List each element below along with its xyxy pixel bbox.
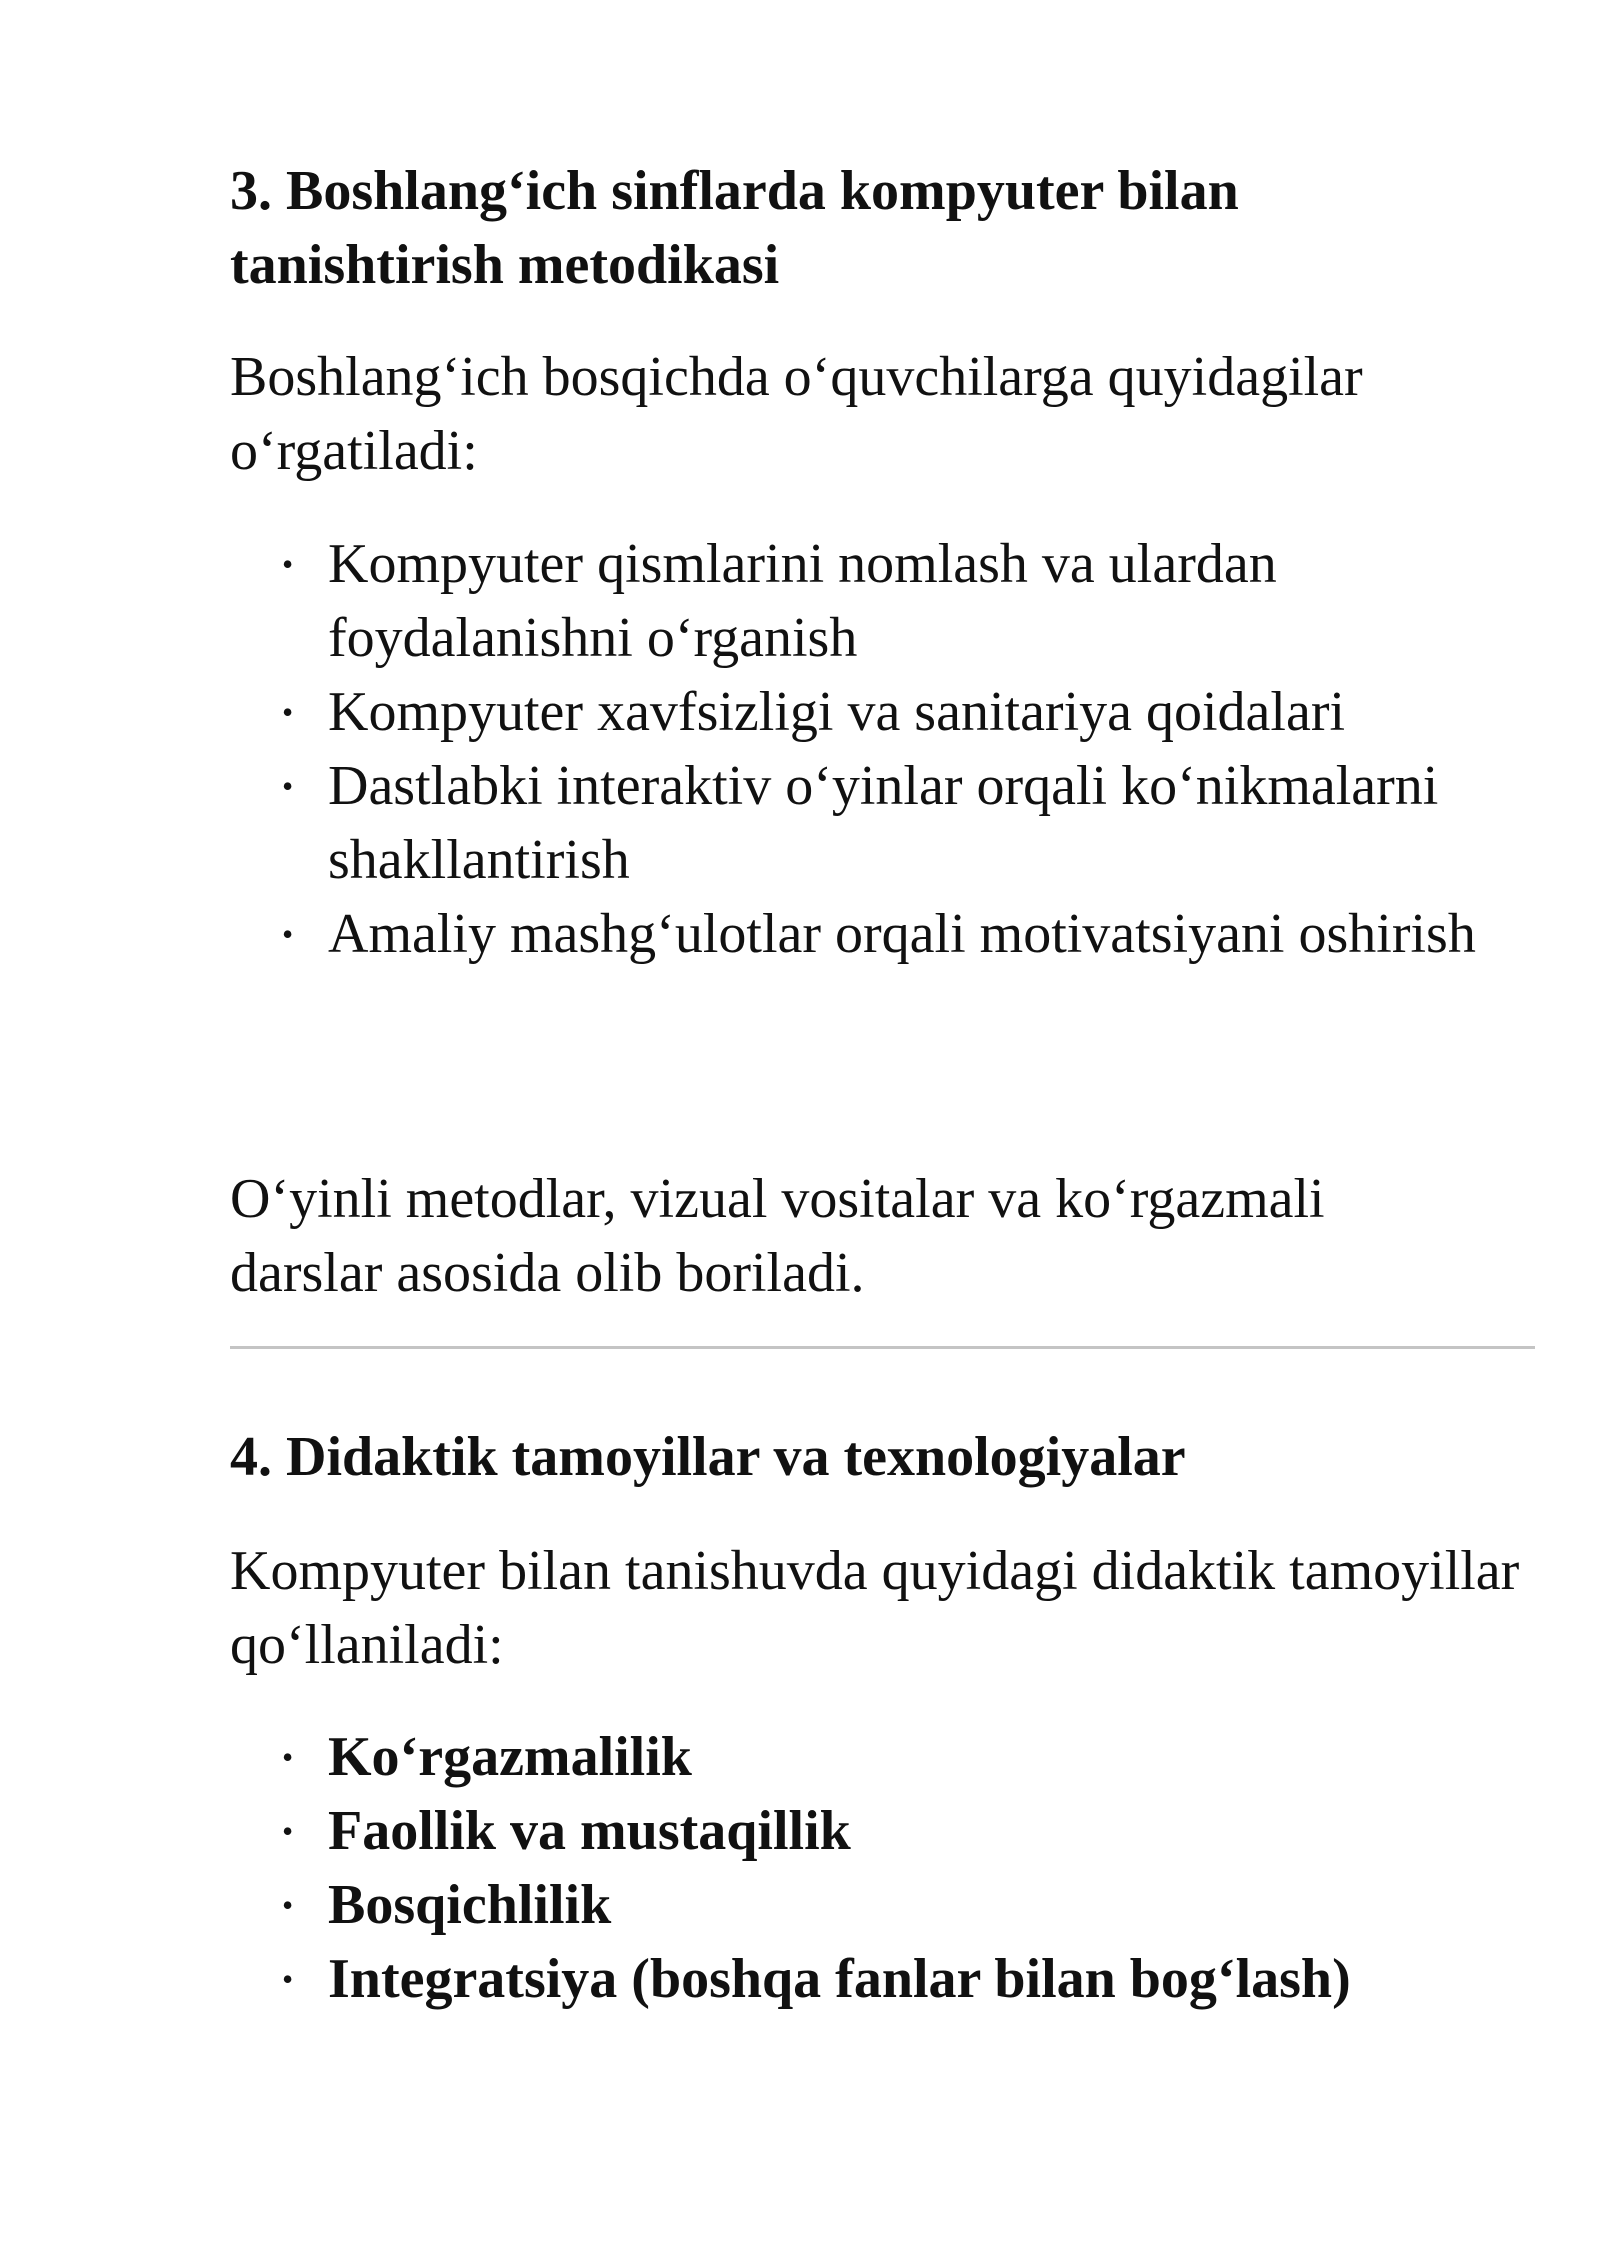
list-item xyxy=(230,527,1535,675)
section-3-intro: Boshlang‘ich bosqichda o‘quvchilarga quyidagilar o‘rgatiladi: xyxy=(230,346,1363,482)
list-item xyxy=(230,897,1535,971)
list-item-text: Kompyuter qismlarini nomlash va ulardan foydalanishni o‘rganish xyxy=(328,533,1277,669)
list-item xyxy=(230,749,1535,897)
section-divider xyxy=(230,1346,1535,1349)
bullet-icon: • xyxy=(282,768,294,804)
list-item xyxy=(230,675,1535,749)
bullet-icon: • xyxy=(282,1961,294,1997)
section-3-list xyxy=(230,527,1535,971)
bullet-icon: • xyxy=(282,1887,294,1923)
list-item xyxy=(230,1868,1535,1942)
bullet-icon: • xyxy=(282,546,294,582)
list-item-text: Ko‘rgazmalilik xyxy=(328,1726,692,1788)
list-item xyxy=(230,1794,1535,1868)
bullet-icon: • xyxy=(282,916,294,952)
bullet-icon: • xyxy=(282,694,294,730)
list-item xyxy=(230,1942,1535,2016)
list-item-text: Kompyuter xavfsizligi va sanitariya qoidalari xyxy=(328,681,1346,743)
bullet-icon: • xyxy=(282,1813,294,1849)
section-3-outro: O‘yinli metodlar, vizual vositalar va ko‘rgazmali darslar asosida olib boriladi. xyxy=(230,1168,1325,1304)
section-4-list xyxy=(230,1720,1535,2016)
list-item-text: Amaliy mashg‘ulotlar orqali motivatsiyani oshirish xyxy=(328,903,1476,965)
list-item-text: Dastlabki interaktiv o‘yinlar orqali ko‘nikmalarni shakllantirish xyxy=(328,755,1439,891)
section-3-heading: 3. Boshlang‘ich sinflarda kompyuter bilan tanishtirish metodikasi xyxy=(230,160,1239,296)
list-item-text: Integratsiya (boshqa fanlar bilan bog‘lash) xyxy=(328,1948,1351,2010)
list-item-text: Faollik va mustaqillik xyxy=(328,1800,851,1862)
section-4-heading: 4. Didaktik tamoyillar va texnologiyalar xyxy=(230,1426,1186,1488)
bullet-icon: • xyxy=(282,1739,294,1775)
section-4-intro: Kompyuter bilan tanishuvda quyidagi didaktik tamoyillar qo‘llaniladi: xyxy=(230,1540,1520,1676)
list-item-text: Bosqichlilik xyxy=(328,1874,612,1936)
list-item xyxy=(230,1720,1535,1794)
